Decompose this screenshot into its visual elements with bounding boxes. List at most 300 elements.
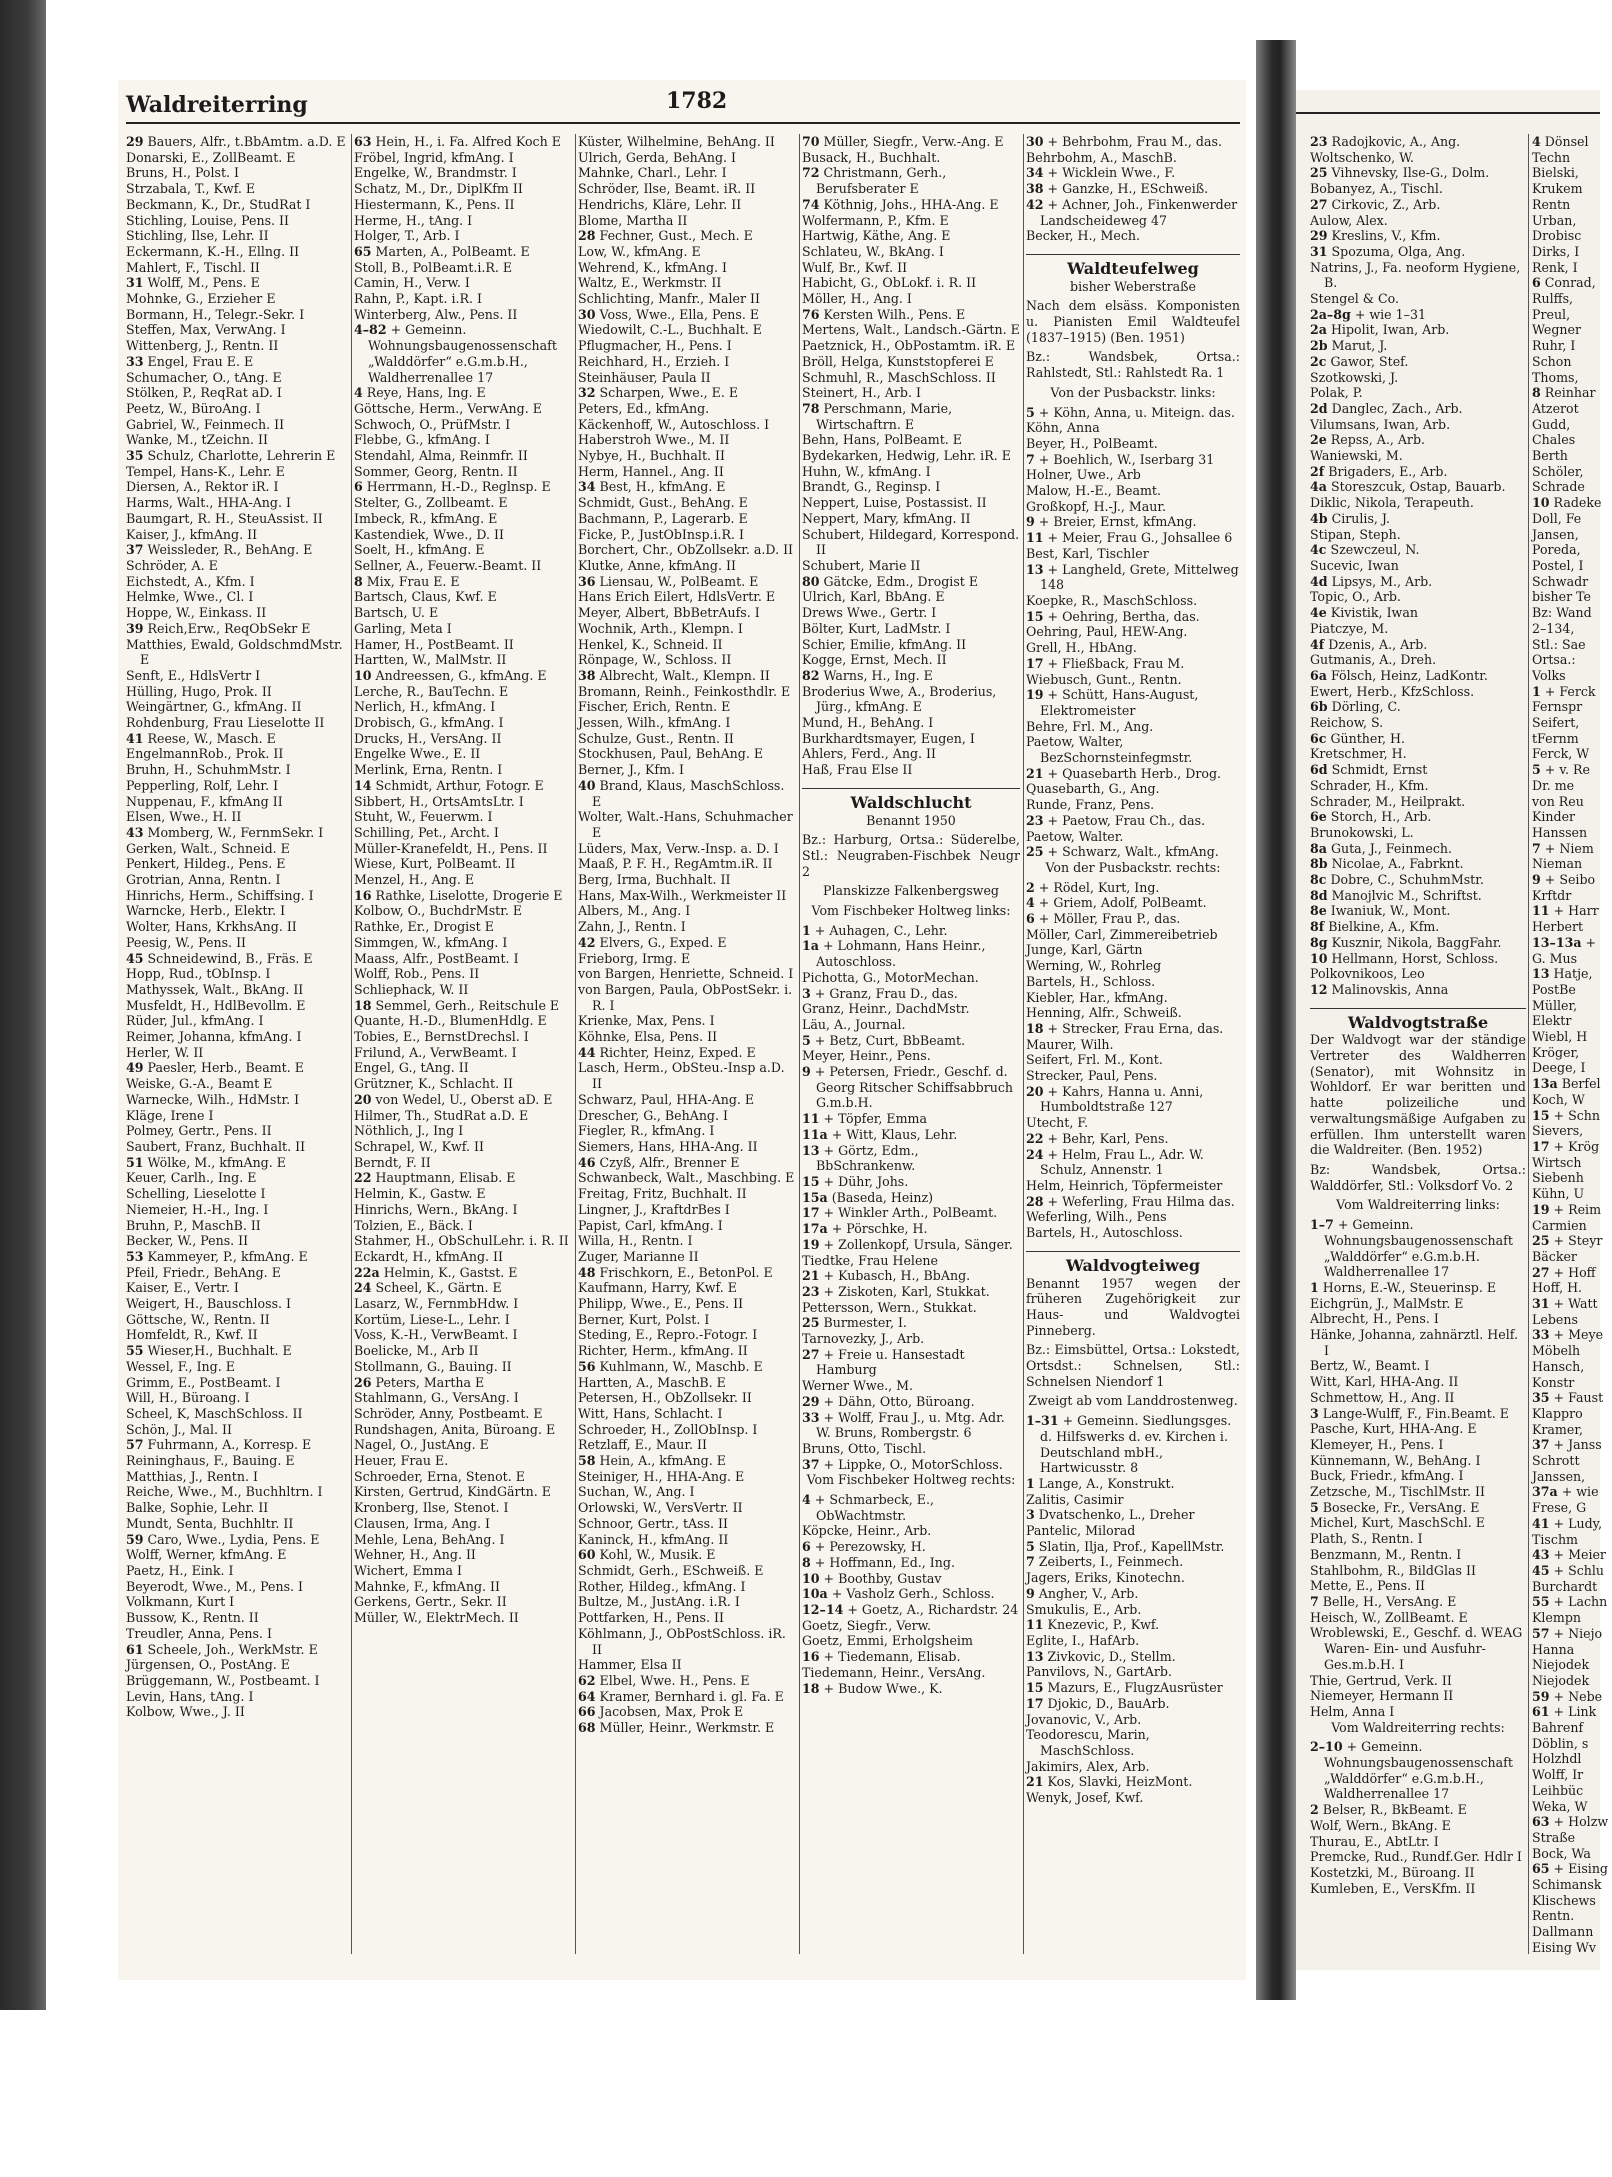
directory-entry xyxy=(1532,1437,1612,1453)
resident-text: Kretschmer, H. xyxy=(1310,746,1407,762)
house-number: 21 xyxy=(1026,1774,1044,1790)
directory-entry xyxy=(1310,966,1526,982)
resident-text: Steding, E., Repro.-Fotogr. I xyxy=(578,1327,758,1343)
house-number: 43 xyxy=(126,824,144,840)
resident-text: Weiske, G.-A., Beamt E xyxy=(126,1076,273,1092)
directory-entry xyxy=(578,1594,796,1610)
resident-text: + Pörschke, H. xyxy=(831,1221,928,1237)
resident-text: Kreslins, V., Kfm. xyxy=(1331,228,1441,244)
directory-entry xyxy=(126,1202,348,1218)
resident-text: Hartten, A., MaschB. E xyxy=(578,1374,726,1390)
house-number: 5 xyxy=(1026,404,1035,420)
resident-text: Jürgensen, O., PostAng. E xyxy=(126,1657,290,1673)
house-number: 21 xyxy=(1026,765,1044,781)
house-number: 62 xyxy=(578,1672,596,1688)
directory-entry xyxy=(1532,1233,1612,1249)
directory-entry xyxy=(354,165,572,181)
resident-text: Dr. me xyxy=(1532,777,1575,793)
directory-entry xyxy=(578,668,796,684)
directory-entry xyxy=(578,982,796,1013)
house-number: 27 xyxy=(1532,1264,1550,1280)
directory-entry xyxy=(1310,1625,1526,1672)
directory-entry xyxy=(578,165,796,181)
resident-text: Hopp, Rud., tObInsp. I xyxy=(126,966,271,982)
resident-text: Rentn. xyxy=(1532,1908,1575,1924)
directory-entry xyxy=(354,762,572,778)
resident-text: Semmel, Gerh., Reitschule E xyxy=(375,997,560,1013)
directory-entry xyxy=(802,165,1020,196)
directory-entry xyxy=(354,1029,572,1045)
directory-entry xyxy=(1532,1218,1612,1234)
resident-text: Elsen, Wwe., H. II xyxy=(126,809,242,825)
resident-text: Fiegler, R., kfmAng. I xyxy=(578,1123,715,1139)
directory-entry xyxy=(126,746,348,762)
house-number: 1–7 xyxy=(1310,1217,1334,1233)
directory-entry xyxy=(1532,637,1612,653)
resident-text: Gätcke, Edm., Drogist E xyxy=(823,573,979,589)
directory-entry xyxy=(1310,668,1526,684)
directory-entry xyxy=(126,1343,348,1359)
directory-entry xyxy=(1532,1500,1612,1516)
resident-text: Großkopf, H.-J., Maur. xyxy=(1026,498,1167,514)
directory-entry xyxy=(802,1492,1020,1523)
section-description: Nach dem elsäss. Komponisten u. Pianisten Emil Waldteufel (1837–1915) (Ben. 1951) xyxy=(1026,298,1240,345)
house-number: 31 xyxy=(126,275,144,291)
resident-text: Dirks, I xyxy=(1532,243,1580,259)
directory-entry xyxy=(1310,197,1526,213)
resident-text: Jakimirs, Alex, Arb. xyxy=(1026,1758,1150,1774)
resident-text: + Kahrs, Hanna u. Anni, Humboldtstraße 127 xyxy=(1040,1083,1204,1115)
directory-entry xyxy=(1026,1790,1240,1806)
resident-text: Huhn, W., kfmAng. I xyxy=(802,463,931,479)
resident-text: Burkhardtsmayer, Eugen, I xyxy=(802,730,975,746)
house-number: 56 xyxy=(578,1358,596,1374)
resident-text: Burchardt xyxy=(1532,1578,1598,1594)
directory-entry xyxy=(578,1437,796,1453)
resident-text: + Krög xyxy=(1553,1139,1600,1154)
resident-text: Drobisch, G., kfmAng. I xyxy=(354,715,504,731)
directory-entry xyxy=(1310,1673,1526,1689)
resident-text: + Boothby, Gustav xyxy=(823,1570,942,1586)
resident-text: + Oehring, Bertha, das. xyxy=(1047,608,1200,624)
resident-text: Bartels, H., Schloss. xyxy=(1026,973,1156,989)
resident-text: Scheel, K., Gärtn. E xyxy=(375,1280,502,1296)
house-number: 12–14 xyxy=(802,1601,844,1617)
resident-text: Plath, S., Rentn. I xyxy=(1310,1531,1423,1547)
directory-entry xyxy=(1310,244,1526,260)
resident-text: Wiebusch, Gunt., Rentn. xyxy=(1026,671,1182,687)
directory-entry xyxy=(578,1375,796,1391)
resident-text: Kaiser, E., Vertr. I xyxy=(126,1280,239,1296)
resident-text: Albrecht, H., Pens. I xyxy=(1310,1311,1439,1327)
resident-text: Bock, Wa xyxy=(1532,1845,1591,1861)
house-number: 1 xyxy=(1026,1475,1035,1491)
section-note: Von der Pusbackstr. links: xyxy=(1050,384,1216,400)
resident-text: Wulf, Br., Kwf. II xyxy=(802,259,908,275)
directory-entry xyxy=(802,746,1020,762)
directory-entry xyxy=(126,1500,348,1516)
resident-text: Schliephack, W. II xyxy=(354,981,469,997)
resident-text: Hipolit, Iwan, Arb. xyxy=(1330,322,1450,338)
resident-text: Zetzsche, M., TischlMstr. II xyxy=(1310,1484,1485,1500)
resident-text: Berg, Irma, Buchhalt. II xyxy=(578,872,731,888)
directory-entry xyxy=(1532,1736,1612,1752)
house-number: 29 xyxy=(1310,228,1328,244)
house-number: 13a xyxy=(1532,1076,1558,1092)
directory-entry xyxy=(1310,385,1526,401)
directory-entry xyxy=(802,621,1020,637)
directory-entry xyxy=(1310,1563,1526,1579)
directory-entry xyxy=(1532,1170,1612,1186)
directory-entry xyxy=(578,1139,796,1155)
directory-entry xyxy=(1310,731,1526,747)
house-number: 57 xyxy=(126,1437,144,1453)
directory-entry xyxy=(354,1469,572,1485)
house-number: 25 xyxy=(1026,844,1044,860)
directory-entry xyxy=(578,762,796,778)
resident-text: + Griem, Adolf, PolBeamt. xyxy=(1038,895,1207,911)
house-number: 19 xyxy=(802,1236,820,1252)
house-number: 1 xyxy=(1532,683,1541,699)
resident-text: + Langheld, Grete, Mittelweg 148 xyxy=(1040,561,1239,593)
directory-entry xyxy=(802,495,1020,511)
resident-text: Schmettow, H., Ang. II xyxy=(1310,1389,1455,1405)
column-1 xyxy=(126,134,348,1954)
resident-text: Weka, W xyxy=(1532,1798,1588,1814)
section-description: Der Waldvogt war der ständige Vertreter des Waldherren (Senator), mit Wohnsitz in Wohldorf. Er war beritten und hatte polizeiliche und verwaltungsmäßige Aufgaben zu erfüllen. Ihm unterstellt waren die Waldreiter. (Ben. 1952) xyxy=(1310,1032,1526,1158)
directory-entry xyxy=(578,856,796,872)
resident-text: Malinovskis, Anna xyxy=(1331,981,1449,997)
directory-entry xyxy=(578,1469,796,1485)
directory-entry xyxy=(1026,942,1240,958)
house-number: 6 xyxy=(1026,911,1035,927)
directory-entry xyxy=(578,1626,796,1657)
house-number: 68 xyxy=(578,1720,596,1736)
directory-entry xyxy=(1532,213,1612,229)
resident-text: Garling, Meta I xyxy=(354,620,452,636)
house-number: 74 xyxy=(802,196,820,212)
directory-entry xyxy=(802,1284,1020,1300)
directory-entry xyxy=(578,1186,796,1202)
directory-entry xyxy=(354,841,572,857)
directory-entry xyxy=(354,527,572,543)
directory-entry xyxy=(1026,1727,1240,1758)
directory-entry xyxy=(354,291,572,307)
directory-entry xyxy=(1532,668,1612,684)
house-number: 8b xyxy=(1310,856,1328,872)
directory-entry xyxy=(126,1060,348,1076)
resident-text: Schlichting, Manfr., Maler II xyxy=(578,291,760,307)
directory-entry xyxy=(578,1516,796,1532)
directory-entry xyxy=(1532,197,1612,213)
house-number: 6a xyxy=(1310,667,1327,683)
resident-text: Fröbel, Ingrid, kfmAng. I xyxy=(354,149,514,165)
directory-entry xyxy=(802,1523,1020,1539)
resident-text: Waltz, E., Werkmstr. II xyxy=(578,275,722,291)
resident-text: + Rödel, Kurt, Ing. xyxy=(1038,879,1160,895)
directory-entry xyxy=(1310,589,1526,605)
directory-entry xyxy=(126,794,348,810)
directory-entry xyxy=(802,1048,1020,1064)
house-number: 15 xyxy=(1026,1680,1044,1696)
directory-entry xyxy=(1532,1657,1612,1673)
column-5 xyxy=(1026,134,1240,1954)
resident-text: Behrbohm, A., MaschB. xyxy=(1026,149,1177,165)
directory-entry xyxy=(1532,1547,1612,1563)
house-number: 1 xyxy=(1310,1279,1319,1295)
house-number: 22 xyxy=(1026,1130,1044,1146)
resident-text: Paetow, Walter. xyxy=(1026,828,1124,844)
directory-entry xyxy=(802,731,1020,747)
resident-text: Eichstedt, A., Kfm. I xyxy=(126,573,255,589)
directory-entry xyxy=(802,970,1020,986)
directory-entry xyxy=(578,1422,796,1438)
resident-text: + wie 1–31 xyxy=(1354,306,1426,322)
resident-text: Danglec, Zach., Arb. xyxy=(1331,400,1463,416)
directory-entry xyxy=(802,228,1020,244)
directory-entry xyxy=(354,1202,572,1218)
directory-entry xyxy=(126,1563,348,1579)
directory-entry xyxy=(354,307,572,323)
resident-text: Wessel, F., Ing. E xyxy=(126,1358,235,1374)
house-number: 59 xyxy=(126,1531,144,1547)
resident-text: Hanna xyxy=(1532,1641,1575,1657)
directory-entry xyxy=(1310,919,1526,935)
resident-text: Matthias, J., Rentn. I xyxy=(126,1468,258,1484)
directory-entry xyxy=(802,1143,1020,1174)
directory-entry xyxy=(126,699,348,715)
resident-text: Zalitis, Casimir xyxy=(1026,1491,1124,1507)
directory-entry xyxy=(578,1720,796,1736)
resident-text: Schulz, Charlotte, Lehrerin E xyxy=(147,448,336,464)
directory-entry xyxy=(802,1457,1020,1473)
directory-entry xyxy=(354,385,572,401)
resident-text: Engel, Frau E. E xyxy=(147,353,254,369)
directory-entry xyxy=(1532,1265,1612,1281)
directory-entry xyxy=(354,605,572,621)
directory-entry xyxy=(1026,483,1240,499)
directory-entry xyxy=(802,715,1020,731)
house-number: 34 xyxy=(1026,165,1044,181)
house-number: 37 xyxy=(126,542,144,558)
directory-entry xyxy=(354,1155,572,1171)
directory-entry xyxy=(126,134,348,150)
house-number: 6 xyxy=(802,1539,811,1555)
house-number: 13 xyxy=(1026,561,1044,577)
directory-entry xyxy=(126,1689,348,1705)
resident-text: + Perezowsky, H. xyxy=(814,1539,926,1555)
directory-entry xyxy=(354,903,572,919)
directory-entry xyxy=(802,1555,1020,1571)
directory-entry xyxy=(578,1013,796,1029)
resident-text: Broderius Wwe, A., Broderius, Jürg., kfmAng. E xyxy=(802,683,997,715)
resident-text: Kohl, W., Musik. E xyxy=(599,1547,716,1563)
resident-text: Köhlmann, J., ObPostSchloss. iR. II xyxy=(578,1625,786,1657)
resident-text: Papist, Carl, kfmAng. I xyxy=(578,1217,723,1233)
house-number: 64 xyxy=(578,1688,596,1704)
resident-text: Goetz, Siegfr., Verw. xyxy=(802,1617,931,1633)
directory-entry xyxy=(1532,935,1612,951)
directory-entry xyxy=(126,275,348,291)
resident-text: Grotrian, Anna, Rentn. I xyxy=(126,872,281,888)
directory-entry xyxy=(1310,1484,1526,1500)
resident-text: Sommer, Georg, Rentn. II xyxy=(354,463,518,479)
resident-text: Ferck, W xyxy=(1532,746,1590,762)
directory-entry xyxy=(126,574,348,590)
directory-entry xyxy=(1310,825,1526,841)
resident-text: + Holzw xyxy=(1553,1814,1609,1830)
house-number: 41 xyxy=(126,730,144,746)
house-number: 26 xyxy=(354,1374,372,1390)
house-number: 36 xyxy=(578,573,596,589)
directory-entry xyxy=(1310,354,1526,370)
resident-text: Stahlmann, G., VersAng. I xyxy=(354,1390,519,1406)
house-number: 72 xyxy=(802,165,820,181)
directory-entry xyxy=(578,1218,796,1234)
resident-text: Lasch, Herm., ObSteu.-Insp a.D. II xyxy=(578,1060,785,1092)
directory-entry xyxy=(1026,1602,1240,1618)
directory-entry xyxy=(802,322,1020,338)
resident-text: Siemers, Hans, HHA-Ang. II xyxy=(578,1139,758,1154)
resident-text: Blome, Martha II xyxy=(578,212,688,228)
directory-entry xyxy=(1532,1390,1612,1406)
house-number: 2–10 xyxy=(1310,1739,1343,1755)
directory-entry xyxy=(354,621,572,637)
resident-text: Reiche, Wwe., M., Buchhltrn. I xyxy=(126,1484,323,1500)
directory-entry xyxy=(578,275,796,291)
directory-entry xyxy=(126,260,348,276)
directory-entry xyxy=(126,432,348,448)
resident-text: + Lohmann, Hans Heinr., Autoschloss. xyxy=(816,938,986,970)
resident-text: Wolfermann, P., Kfm. E xyxy=(802,212,949,228)
resident-text: Rathke, Er., Drogist E xyxy=(354,919,494,935)
directory-entry xyxy=(126,1265,348,1281)
directory-entry xyxy=(354,1170,572,1186)
resident-text: Busack, H., Buchhalt. xyxy=(802,149,941,165)
resident-text: Carmien xyxy=(1532,1217,1587,1233)
resident-text: Paetz, H., Eink. I xyxy=(126,1562,234,1578)
house-number: 76 xyxy=(802,306,820,322)
directory-entry xyxy=(1026,911,1240,927)
section-note: bisher Weberstraße xyxy=(1070,278,1196,294)
resident-text: Reich,Erw., ReqObSekr E xyxy=(147,620,311,636)
resident-text: + Witt, Klaus, Lehr. xyxy=(831,1126,958,1142)
directory-entry xyxy=(126,621,348,637)
resident-text: Dönsel xyxy=(1544,134,1589,149)
resident-text: + Lippke, O., MotorSchloss. xyxy=(823,1456,1003,1472)
directory-entry xyxy=(802,260,1020,276)
house-number: 33 xyxy=(802,1409,820,1425)
resident-text: Momberg, W., FernmSekr. I xyxy=(147,824,324,840)
directory-entry xyxy=(1026,1586,1240,1602)
house-number: 2d xyxy=(1310,400,1328,416)
resident-text: Leihbüc xyxy=(1532,1782,1584,1798)
house-number: 29 xyxy=(802,1393,820,1409)
resident-text: Szewczeul, N. xyxy=(1330,542,1420,558)
house-number: 13 xyxy=(1026,1648,1044,1664)
house-number: 25 xyxy=(1532,1233,1550,1249)
resident-text: Rundshagen, Anita, Büroang. E xyxy=(354,1421,556,1437)
directory-entry xyxy=(578,213,796,229)
resident-text: Straße xyxy=(1532,1829,1576,1845)
house-number: 6e xyxy=(1310,809,1327,825)
directory-entry xyxy=(1310,307,1526,323)
resident-text: Poreda, xyxy=(1532,542,1581,558)
directory-entry xyxy=(354,998,572,1014)
resident-text: Radeke xyxy=(1553,495,1602,511)
resident-text: Köthnig, Johs., HHA-Ang. E xyxy=(823,196,999,212)
house-number: 57 xyxy=(1532,1625,1550,1641)
directory-entry xyxy=(578,401,796,417)
resident-text: Schulze, Gust., Rentn. II xyxy=(578,730,734,746)
resident-text: Buck, Friedr., kfmAng. I xyxy=(1310,1468,1464,1484)
directory-entry xyxy=(578,1265,796,1281)
directory-entry xyxy=(126,181,348,197)
directory-entry xyxy=(1310,1500,1526,1516)
directory-entry xyxy=(126,417,348,433)
directory-entry xyxy=(126,228,348,244)
directory-entry xyxy=(578,589,796,605)
resident-text: + Weferling, Frau Hilma das. xyxy=(1047,1193,1235,1209)
resident-text: Tiedtke, Frau Helene xyxy=(802,1252,938,1268)
resident-text: Reichhard, H., Erzieh. I xyxy=(578,353,730,369)
resident-text: Drews Wwe., Gertr. I xyxy=(802,605,937,621)
directory-entry xyxy=(1310,1818,1526,1834)
directory-entry xyxy=(1310,809,1526,825)
resident-text: Gerkens, Gertr., Sekr. II xyxy=(354,1594,507,1610)
directory-entry xyxy=(1026,990,1240,1006)
directory-entry xyxy=(126,1013,348,1029)
directory-entry xyxy=(578,1500,796,1516)
house-number: 10 xyxy=(802,1570,820,1586)
directory-entry xyxy=(354,919,572,935)
directory-entry xyxy=(578,1359,796,1375)
resident-text: + Ziskoten, Karl, Stukkat. xyxy=(823,1283,990,1299)
directory-entry xyxy=(126,1704,348,1720)
resident-text: Schmidt, Ernst xyxy=(1331,762,1428,778)
house-number: 7 xyxy=(1026,451,1035,467)
resident-text: Soelt, H., kfmAng. E xyxy=(354,542,485,558)
resident-text: Zahn, J., Rentn. I xyxy=(578,919,686,935)
directory-entry xyxy=(578,1343,796,1359)
resident-text: + Hoffmann, Ed., Ing. xyxy=(814,1554,955,1570)
resident-text: Neppert, Luise, Postassist. II xyxy=(802,495,987,511)
resident-text: Dobre, C., SchuhmMstr. xyxy=(1330,872,1484,888)
directory-entry xyxy=(1532,1893,1612,1909)
resident-text: + Hoff xyxy=(1553,1264,1596,1280)
directory-entry xyxy=(802,1190,1020,1206)
resident-text: Siebenh xyxy=(1532,1170,1584,1186)
directory-entry xyxy=(1310,432,1526,448)
resident-text: Gerken, Walt., Schneid. E xyxy=(126,840,290,856)
house-number: 4f xyxy=(1310,636,1325,652)
house-number: 6d xyxy=(1310,762,1328,778)
resident-text: Herrmann, H.-D., Reglnsp. E xyxy=(366,479,551,495)
resident-text: + Boehlich, W., Iserbarg 31 xyxy=(1038,451,1215,467)
resident-text: Topic, O., Arb. xyxy=(1310,589,1401,605)
resident-text: Best, Karl, Tischler xyxy=(1026,545,1149,561)
resident-text: Dvatschenko, L., Dreher xyxy=(1038,1507,1195,1523)
directory-entry xyxy=(126,1437,348,1453)
directory-entry xyxy=(126,150,348,166)
resident-text: Kusznir, Nikola, BaggFahr. xyxy=(1331,934,1502,950)
house-number: 8 xyxy=(802,1554,811,1570)
resident-text: + Fließback, Frau M. xyxy=(1047,655,1185,671)
house-number: 2f xyxy=(1310,463,1325,479)
directory-entry xyxy=(578,354,796,370)
directory-entry xyxy=(354,479,572,495)
resident-text: Paetznick, H., ObPostamtm. iR. E xyxy=(802,338,1016,354)
